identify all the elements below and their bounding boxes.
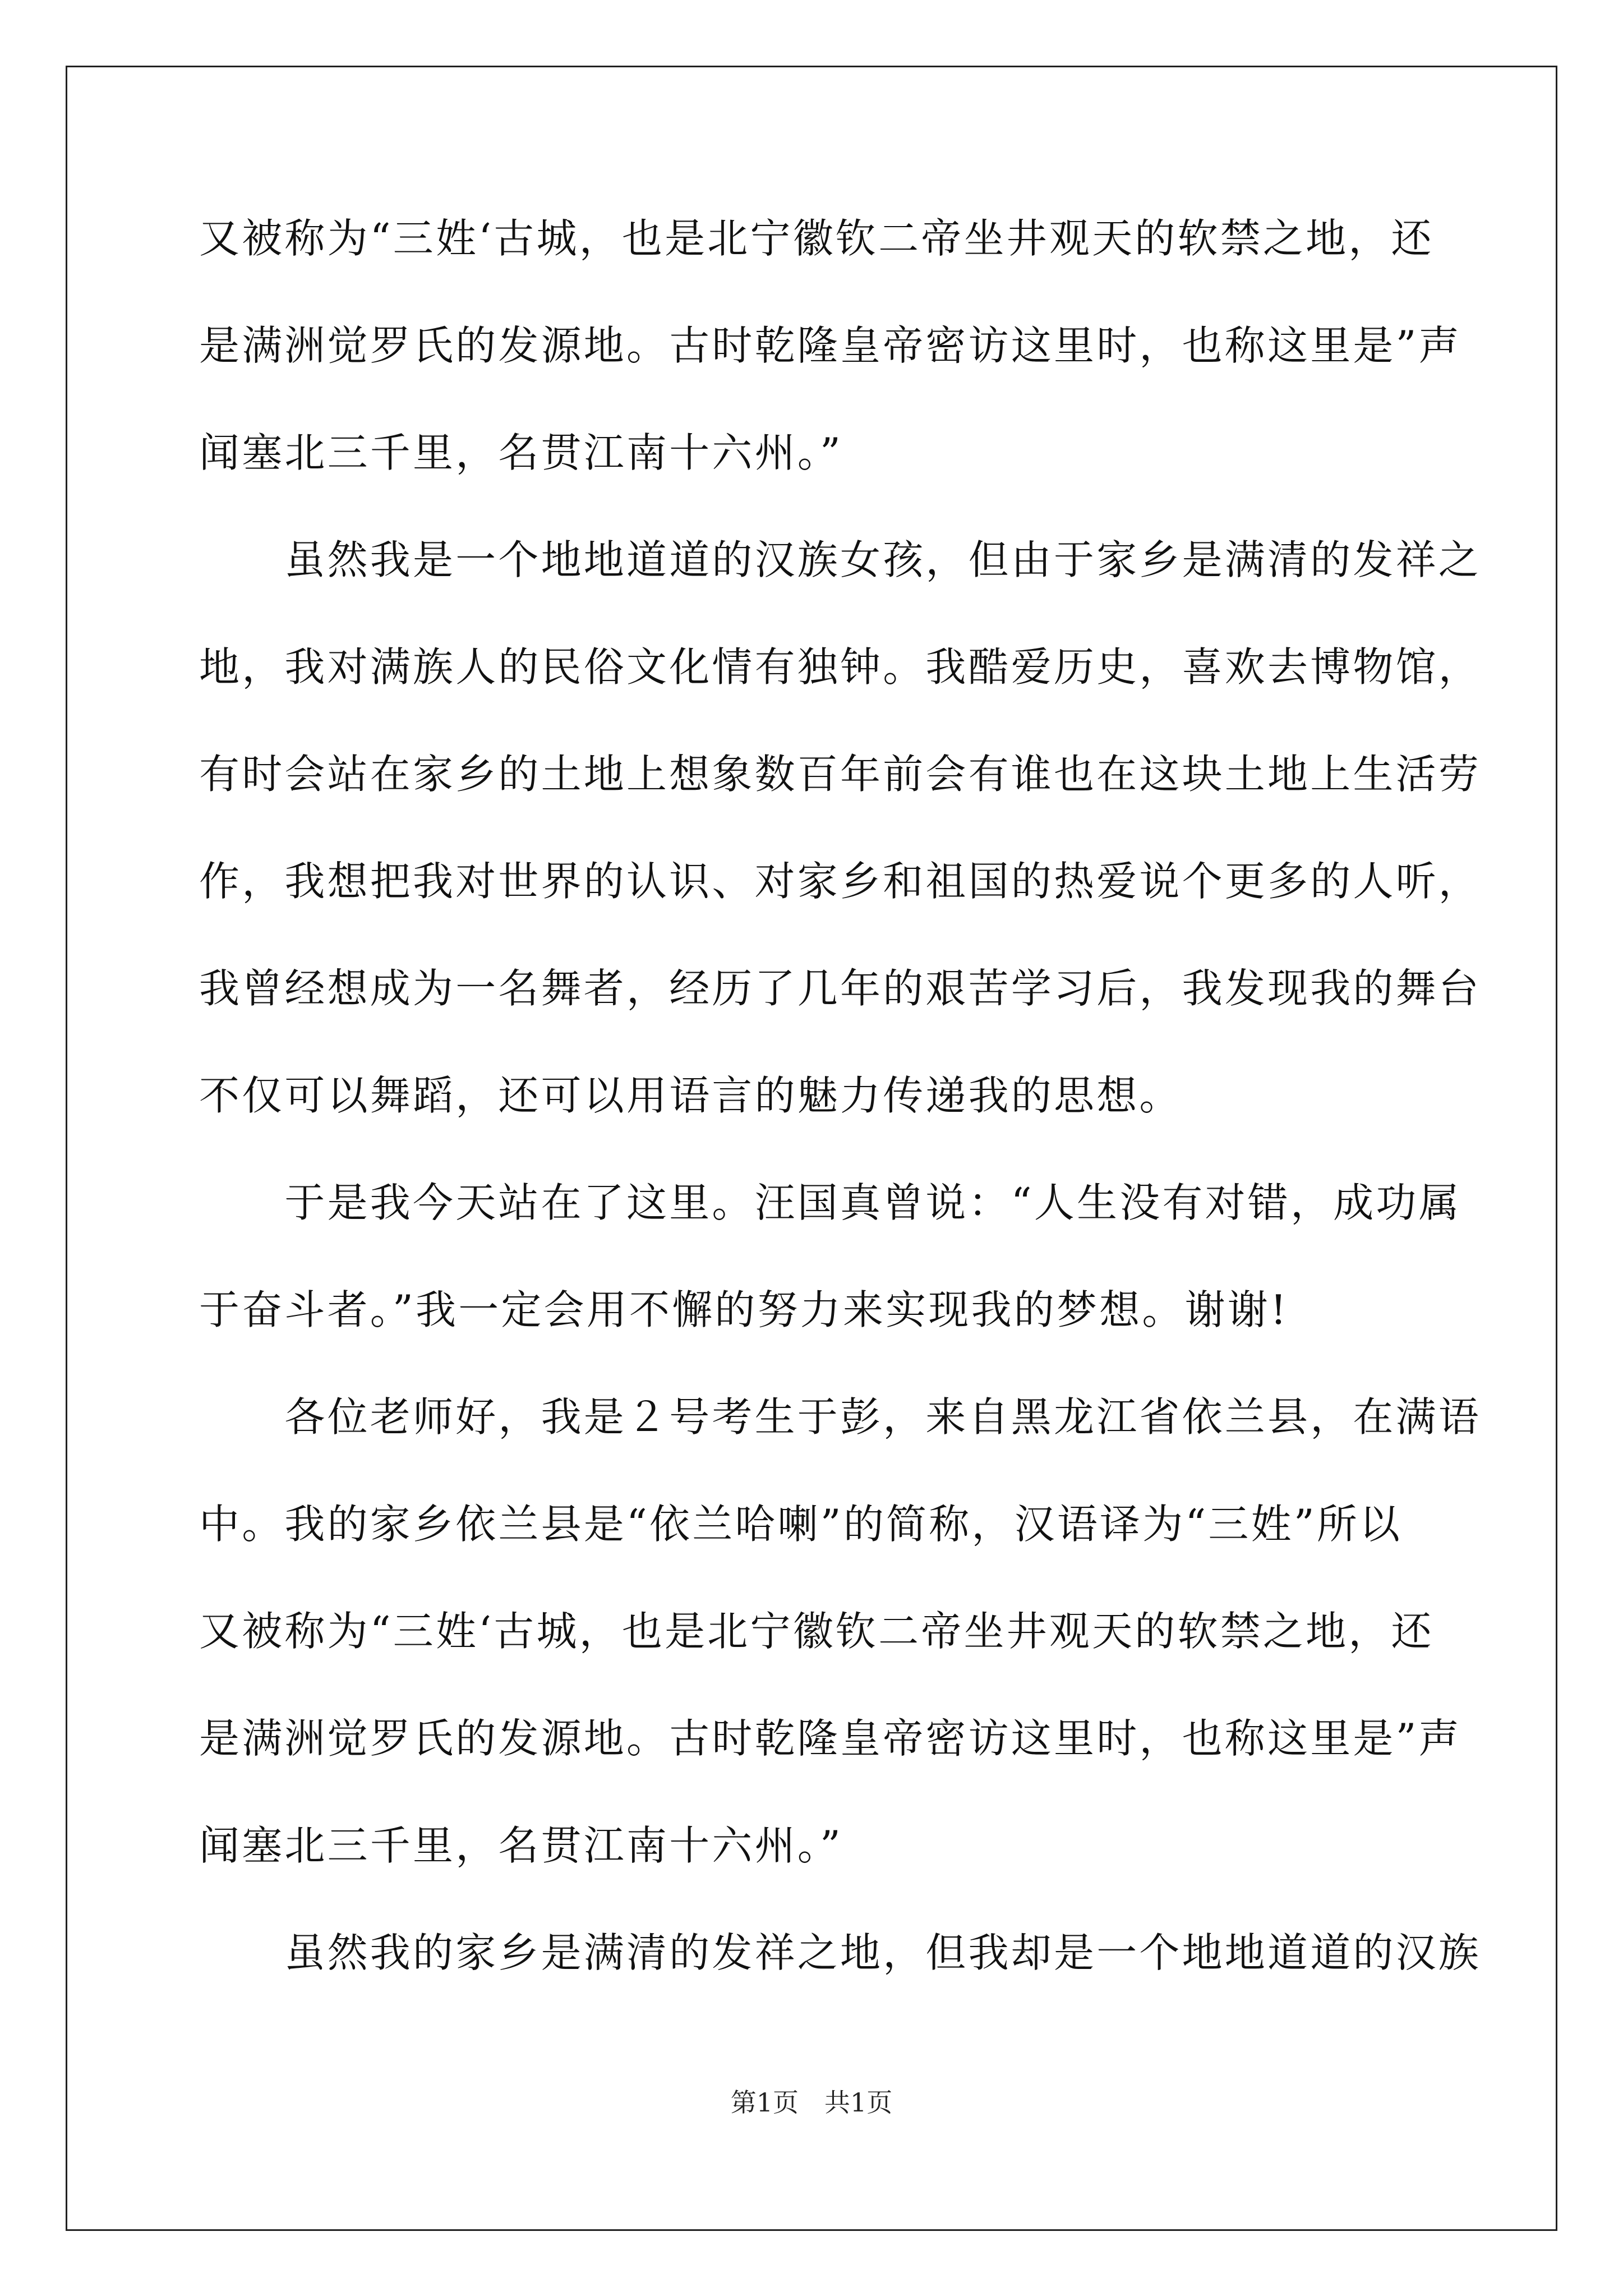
text-line: 于是我今天站在了这里。汪国真曾说：“人生没有对错，成功属	[199, 1179, 1461, 1226]
text-line: 闻塞北三千里，名贯江南十六州。”	[199, 1822, 843, 1869]
text-line: 有时会站在家乡的土地上想象数百年前会有谁也在这块土地上生活劳	[199, 751, 1482, 798]
text-line: 是满洲觉罗氏的发源地。古时乾隆皇帝密访这里时，也称这里是”声	[199, 322, 1461, 369]
text-line: 各位老师好，我是２号考生于彭，来自黑龙江省依兰县，在满语	[199, 1393, 1482, 1441]
text-line: 又被称为“三姓‘古城，也是北宁徽钦二帝坐井观天的软禁之地，还	[199, 1608, 1434, 1655]
text-line: 作，我想把我对世界的认识、对家乡和祖国的热爱说个更多的人听，	[199, 858, 1482, 905]
text-line: 地，我对满族人的民俗文化情有独钟。我酷爱历史，喜欢去博物馆，	[199, 643, 1482, 691]
text-line: 闻塞北三千里，名贯江南十六州。”	[199, 429, 843, 476]
text-line: 是满洲觉罗氏的发源地。古时乾隆皇帝密访这里时，也称这里是”声	[199, 1715, 1461, 1762]
text-line: 虽然我的家乡是满清的发祥之地，但我却是一个地地道道的汉族	[199, 1929, 1482, 1976]
text-line: 于奋斗者。”我一定会用不懈的努力来实现我的梦想。谢谢!	[199, 1286, 1289, 1333]
text-line: 不仅可以舞蹈，还可以用语言的魅力传递我的思想。	[199, 1072, 1182, 1119]
document-body	[199, 210, 1482, 2032]
text-line: 虽然我是一个地地道道的汉族女孩，但由于家乡是满清的发祥之	[199, 536, 1482, 583]
text-line: 我曾经想成为一名舞者，经历了几年的艰苦学习后，我发现我的舞台	[199, 965, 1482, 1012]
text-line: 又被称为“三姓‘古城，也是北宁徽钦二帝坐井观天的软禁之地，还	[199, 215, 1434, 262]
page-number-footer: 第1页 共1页	[730, 2087, 893, 2118]
text-line: 中。我的家乡依兰县是“依兰哈喇”的简称，汉语译为“三姓”所以	[199, 1501, 1403, 1548]
